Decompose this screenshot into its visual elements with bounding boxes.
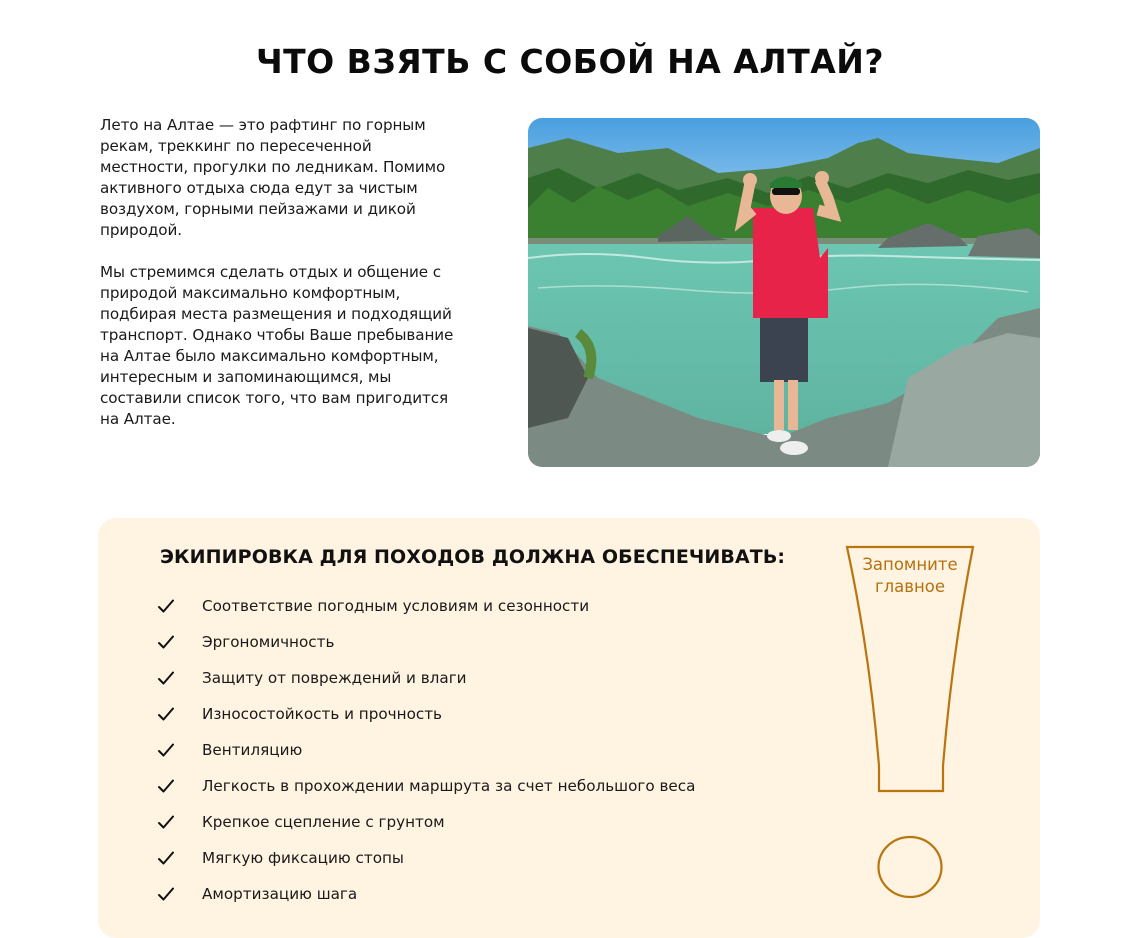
reminder-text bbox=[844, 554, 976, 598]
list-item bbox=[158, 732, 695, 768]
list-item-label: Вентиляцию bbox=[202, 741, 303, 759]
checkmark-icon bbox=[158, 815, 202, 829]
list-item bbox=[158, 624, 695, 660]
reminder-callout bbox=[844, 544, 976, 904]
list-item bbox=[158, 768, 695, 804]
page-title: ЧТО ВЗЯТЬ С СОБОЙ НА АЛТАЙ? bbox=[255, 42, 885, 81]
list-item bbox=[158, 660, 695, 696]
list-item-label: Соответствие погодным условиям и сезонности bbox=[202, 597, 590, 615]
altai-river-photo bbox=[528, 118, 1040, 467]
equipment-title: ЭКИПИРОВКА ДЛЯ ПОХОДОВ ДОЛЖНА ОБЕСПЕЧИВАТЬ: bbox=[160, 546, 786, 568]
checkmark-icon bbox=[158, 707, 202, 721]
list-item-label: Эргономичность bbox=[202, 633, 335, 651]
exclamation-mark-icon bbox=[844, 544, 976, 904]
intro-paragraph-2: Мы стремимся сделать отдых и общение с природой максимально комфортным, подбирая места размещения и подходящий транспорт. Однако чтобы Ваше пребывание на Алтае было максимально комфортным, интересным и запоминающимся, мы составили список того, что вам пригодится на Алтае. bbox=[100, 263, 454, 428]
checkmark-icon bbox=[158, 887, 202, 901]
list-item-label: Мягкую фиксацию стопы bbox=[202, 849, 404, 867]
intro-text bbox=[100, 115, 460, 430]
intro-paragraph-1: Лето на Алтае — это рафтинг по горным рекам, треккинг по пересеченной местности, прогулки по ледникам. Помимо активного отдыха сюда едут за чистым воздухом, горными пейзажами и дикой природой. bbox=[100, 116, 446, 239]
reminder-line-2: главное bbox=[874, 577, 946, 596]
list-item bbox=[158, 696, 695, 732]
checkmark-icon bbox=[158, 635, 202, 649]
list-item-label: Крепкое сцепление с грунтом bbox=[202, 813, 445, 831]
checkmark-icon bbox=[158, 851, 202, 865]
checkmark-icon bbox=[158, 743, 202, 757]
list-item bbox=[158, 804, 695, 840]
checkmark-icon bbox=[158, 671, 202, 685]
list-item-label: Защиту от повреждений и влаги bbox=[202, 669, 467, 687]
list-item-label: Амортизацию шага bbox=[202, 885, 358, 903]
equipment-list bbox=[158, 588, 695, 912]
checkmark-icon bbox=[158, 779, 202, 793]
list-item bbox=[158, 588, 695, 624]
list-item-label: Легкость в прохождении маршрута за счет небольшого веса bbox=[202, 777, 696, 795]
photo-illustration bbox=[528, 118, 1040, 467]
checkmark-icon bbox=[158, 599, 202, 613]
reminder-line-1: Запомните bbox=[862, 555, 958, 574]
list-item-label: Износостойкость и прочность bbox=[202, 705, 443, 723]
equipment-panel bbox=[98, 518, 1040, 938]
list-item bbox=[158, 840, 695, 876]
list-item bbox=[158, 876, 695, 912]
